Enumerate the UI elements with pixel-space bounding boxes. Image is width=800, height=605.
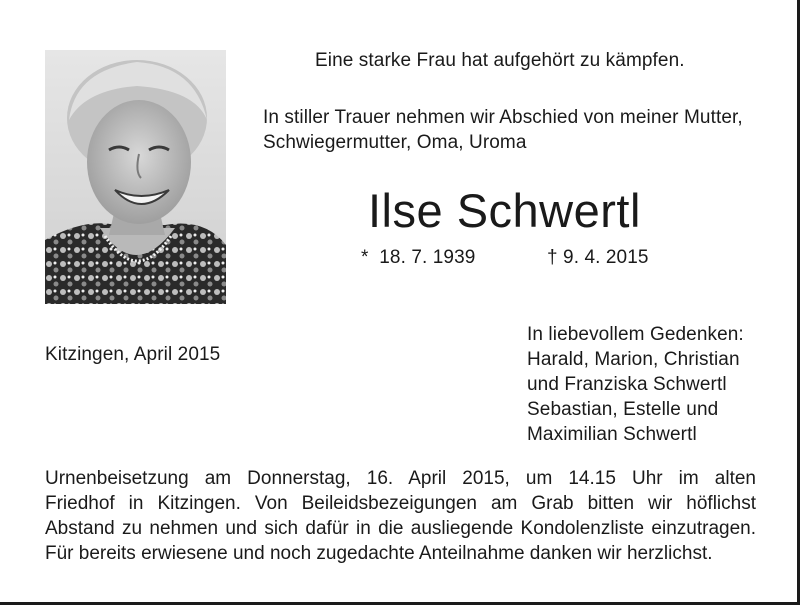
funeral-notice (45, 466, 756, 566)
birth-date: * 18. 7. 1939 (361, 247, 476, 268)
notice-line: Urnenbeisetzung am Donnerstag, 16. April 2015, um 14.15 Uhr im alten (45, 468, 756, 489)
notice-line: Für bereits erwiesene und noch zugedachte Anteilnahme danken wir herzlichst. (45, 543, 713, 564)
death-date: † 9. 4. 2015 (547, 247, 649, 268)
portrait-photo (45, 50, 226, 304)
mourners-line: Sebastian, Estelle und (527, 399, 719, 420)
notice-line: Abstand zu nehmen und sich dafür in die ausliegende Kondolenzliste einzutragen. (45, 518, 756, 539)
mourners-line: Maximilian Schwertl (527, 424, 697, 445)
intro-line: Schwiegermutter, Oma, Uroma (263, 132, 527, 153)
deceased-name: Ilse Schwertl (368, 184, 641, 237)
mourners-line: Harald, Marion, Christian (527, 349, 740, 370)
mourners-line: In liebevollem Gedenken: (527, 324, 744, 345)
motto-text: Eine starke Frau hat aufgehört zu kämpfen. (315, 50, 685, 71)
mourners-list (527, 322, 744, 447)
notice-line: Friedhof in Kitzingen. Von Beileidsbezeigungen am Grab bitten wir höflichst (45, 493, 756, 514)
place-and-date: Kitzingen, April 2015 (45, 344, 221, 365)
intro-line: In stiller Trauer nehmen wir Abschied von meiner Mutter, (263, 107, 743, 128)
mourners-line: und Franziska Schwertl (527, 374, 727, 395)
intro-text (263, 105, 743, 155)
